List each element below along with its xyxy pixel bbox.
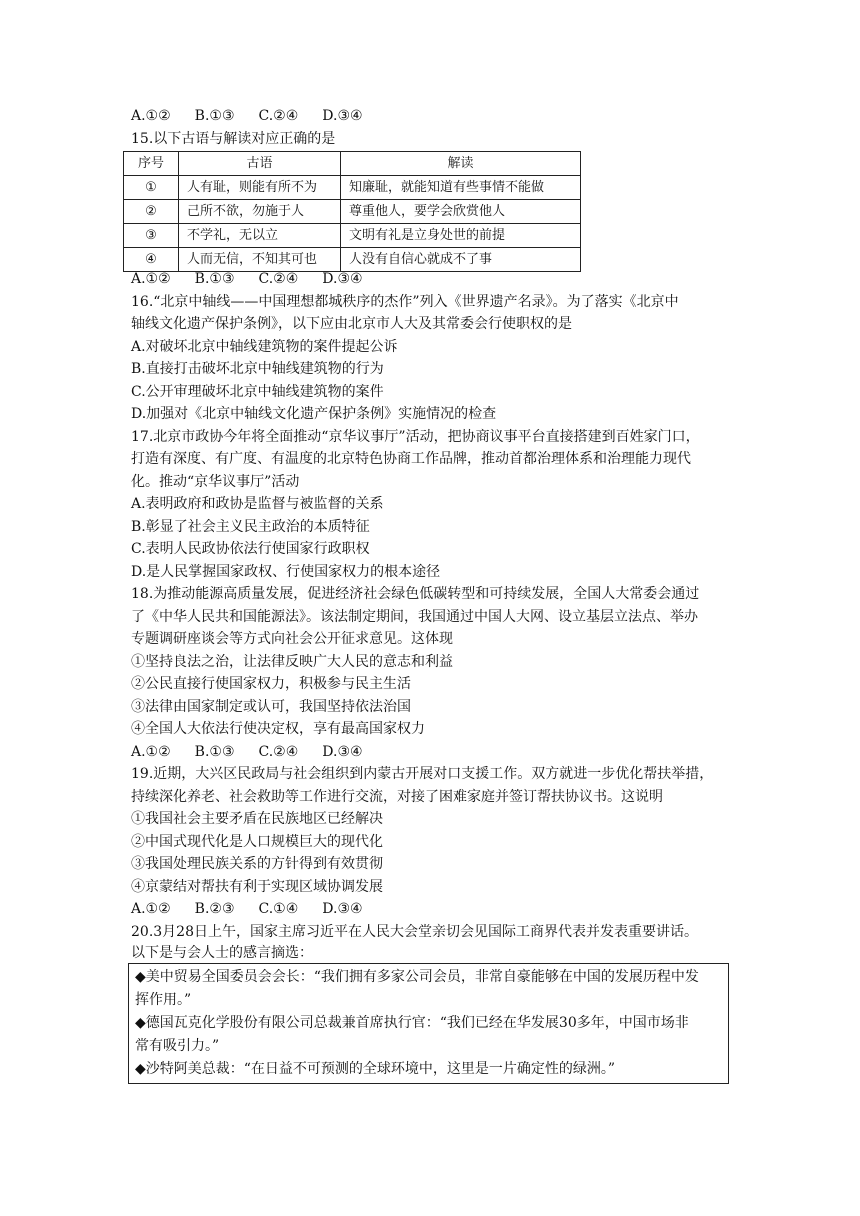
q18-option-c: C.②④: [258, 744, 299, 760]
q15-option-b: B.①③: [194, 271, 235, 287]
q15-option-a: A.①②: [131, 271, 171, 287]
table-row: [124, 224, 581, 248]
q17-stem-line: 打造有深度、有广度、有温度的北京特色协商工作品牌，推动首都治理体系和治理能力现代: [131, 451, 691, 467]
q18-options: [131, 743, 387, 761]
q19-option-d: D.③④: [322, 901, 363, 917]
table-header: 序号: [124, 152, 179, 176]
table-cell: 知廉耻，就能知道有些事情不能做: [341, 176, 581, 200]
q17-choice-c: C.表明人民政协依法行使国家行政职权: [131, 541, 370, 557]
q17-choice-d: D.是人民掌握国家政权、行使国家权力的根本途径: [131, 564, 441, 580]
table-row: [124, 248, 581, 272]
q14-option-b: B.①③: [194, 108, 235, 124]
table-cell: 不学礼，无以立: [179, 224, 341, 248]
table-cell: 人有耻，则能有所不为: [179, 176, 341, 200]
q20-quote-box: [128, 963, 729, 1084]
quote-line: ◆德国瓦克化学股份有限公司总裁兼首席执行官：“我们已经在华发展30多年，中国市场非: [135, 1015, 689, 1031]
q14-option-d: D.③④: [322, 108, 363, 124]
q16-choice-c: C.公开审理破坏北京中轴线建筑物的案件: [131, 384, 384, 400]
q18-item-4: ④全国人大依法行使决定权，享有最高国家权力: [131, 721, 425, 737]
q19-option-b: B.②③: [194, 901, 235, 917]
q15-option-d: D.③④: [322, 271, 363, 287]
q18-stem-line: 了《中华人民共和国能源法》。该法制定期间，我国通过中国人大网、设立基层立法点、举办: [131, 609, 698, 625]
q15-options: [131, 270, 387, 288]
q18-stem-line: 18.为推动能源高质量发展，促进经济社会绿色低碳转型和可持续发展，全国人大常委会通过: [131, 586, 700, 602]
q14-options: [131, 107, 387, 125]
q19-option-a: A.①②: [131, 901, 171, 917]
table-cell: 人而无信，不知其可也: [179, 248, 341, 272]
table-cell: ④: [124, 248, 179, 272]
q17-choice-a: A.表明政府和政协是监督与被监督的关系: [131, 496, 384, 512]
quote-line: 挥作用。”: [135, 992, 192, 1008]
q19-option-c: C.①④: [258, 901, 299, 917]
q18-option-b: B.①③: [194, 744, 235, 760]
q16-choice-b: B.直接打击破坏北京中轴线建筑物的行为: [131, 361, 384, 377]
q15-table: [123, 151, 581, 272]
quote-line: ◆沙特阿美总裁：“在日益不可预测的全球环境中，这里是一片确定性的绿洲。”: [135, 1061, 616, 1077]
q20-stem-line: 以下是与会人士的感言摘选：: [131, 945, 313, 961]
table-cell: 人没有自信心就成不了事: [341, 248, 581, 272]
q14-option-a: A.①②: [131, 108, 171, 124]
q19-stem-line: 19.近期，大兴区民政局与社会组织到内蒙古开展对口支援工作。双方就进一步优化帮扶举措，: [131, 766, 714, 782]
q19-item-2: ②中国式现代化是人口规模巨大的现代化: [131, 834, 383, 850]
table-cell: ③: [124, 224, 179, 248]
q16-choice-d: D.加强对《北京中轴线文化遗产保护条例》实施情况的检查: [131, 406, 497, 422]
q18-item-2: ②公民直接行使国家权力，积极参与民主生活: [131, 676, 411, 692]
q17-stem-line: 化。推动“京华议事厅”活动: [131, 474, 300, 490]
table-header: 古语: [179, 152, 341, 176]
q14-option-c: C.②④: [258, 108, 299, 124]
q16-stem-line: 轴线文化遗产保护条例》，以下应由北京市人大及其常委会行使职权的是: [131, 316, 572, 332]
q18-option-a: A.①②: [131, 744, 171, 760]
table-row: [124, 176, 581, 200]
table-row: [124, 200, 581, 224]
table-cell: 文明有礼是立身处世的前提: [341, 224, 581, 248]
q18-item-3: ③法律由国家制定或认可，我国坚持依法治国: [131, 699, 411, 715]
q15-option-c: C.②④: [258, 271, 299, 287]
q18-option-d: D.③④: [322, 744, 363, 760]
q17-choice-b: B.彰显了社会主义民主政治的本质特征: [131, 519, 370, 535]
table-header: 解读: [341, 152, 581, 176]
q19-stem-line: 持续深化养老、社会救助等工作进行交流，对接了困难家庭并签订帮扶协议书。这说明: [131, 789, 663, 805]
q18-item-1: ①坚持良法之治，让法律反映广大人民的意志和利益: [131, 654, 453, 670]
quote-line: 常有吸引力。”: [135, 1038, 220, 1054]
q18-stem-line: 专题调研座谈会等方式向社会公开征求意见。这体现: [131, 631, 453, 647]
quote-line: ◆美中贸易全国委员会会长：“我们拥有多家公司会员，非常自豪能够在中国的发展历程中发: [135, 969, 699, 985]
q19-item-3: ③我国处理民族关系的方针得到有效贯彻: [131, 856, 383, 872]
table-cell: 尊重他人，要学会欣赏他人: [341, 200, 581, 224]
q17-stem-line: 17.北京市政协今年将全面推动“京华议事厅”活动，把协商议事平台直接搭建到百姓家门口，: [131, 429, 700, 445]
q16-stem-line: 16.“北京中轴线——中国理想都城秩序的杰作”列入《世界遗产名录》。为了落实《北京中: [131, 294, 679, 310]
q16-choice-a: A.对破坏北京中轴线建筑物的案件提起公诉: [131, 339, 398, 355]
table-cell: 己所不欲，勿施于人: [179, 200, 341, 224]
q20-stem-line: 20.3月28日上午，国家主席习近平在人民大会堂亲切会见国际工商界代表并发表重要讲话。: [131, 924, 698, 940]
q19-item-1: ①我国社会主要矛盾在民族地区已经解决: [131, 811, 383, 827]
q19-item-4: ④京蒙结对帮扶有利于实现区域协调发展: [131, 879, 383, 895]
q15-stem: 15.以下古语与解读对应正确的是: [131, 131, 336, 147]
table-header-row: [124, 152, 581, 176]
table-cell: ①: [124, 176, 179, 200]
q19-options: [131, 900, 387, 918]
table-cell: ②: [124, 200, 179, 224]
